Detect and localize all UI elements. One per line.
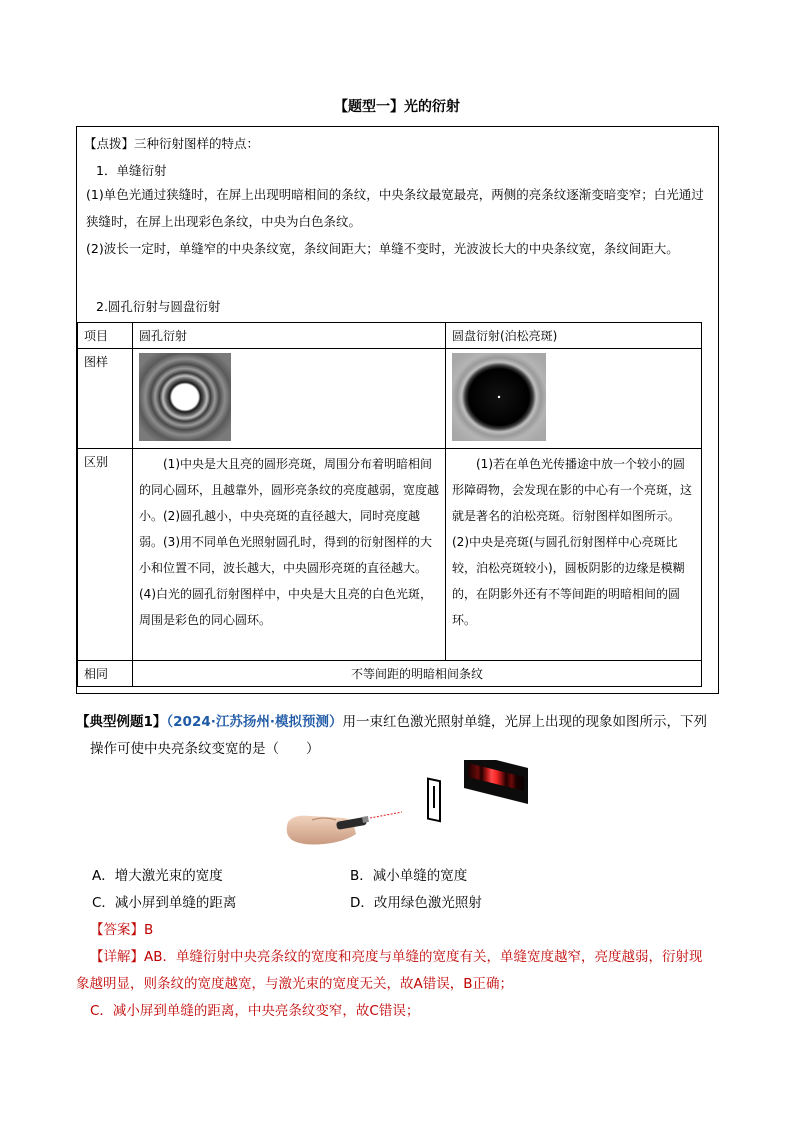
detail-line-1 [90, 945, 703, 965]
row-label-item: 项目 [78, 323, 133, 349]
disk-diffraction-description: (1)若在单色光传播途中放一个较小的圆形障碍物，会发现在影的中心有一个亮斑，这就是著名的泊松亮斑。衍射图样如图所示。(2)中央是亮斑(与圆孔衍射图样中心亮斑比较，泊松亮斑较小)，圆板阴影的边缘是模糊的，在阴影外还有不等间距的明暗相间的圆环。 [452, 457, 693, 627]
option-a: A．增大激光束的宽度 [92, 868, 223, 884]
single-slit-title: 1．单缝衍射 [96, 163, 167, 178]
answer: 【答案】B [90, 922, 154, 938]
tips-header: 【点拨】三种衍射图样的特点： [84, 136, 260, 151]
poisson-spot-image [452, 353, 546, 441]
question-stem-line-2: 操作可使中央亮条纹变宽的是（ ） [90, 741, 320, 757]
detail-line-3: C．减小屏到单缝的距离，中央亮条纹变窄，故C错误； [90, 1003, 420, 1019]
row-label-pattern: 图样 [78, 349, 133, 449]
table-row [78, 349, 702, 449]
option-d: D．改用绿色激光照射 [350, 895, 482, 911]
option-c: C．减小屏到单缝的距离 [92, 895, 237, 911]
table-row [78, 449, 702, 661]
laser-experiment-figure [284, 760, 534, 855]
detail-line-2: 象越明显，则条纹的宽度越宽，与激光束的宽度无关，故A错误，B正确； [76, 976, 513, 992]
question-label: 【典型例题1】 [76, 714, 167, 730]
table-row [78, 661, 702, 687]
common-feature: 不等间距的明暗相间条纹 [133, 661, 702, 687]
question-source: （2024·江苏扬州·模拟预测） [166, 714, 343, 730]
question-stem-line-1: 用一束红色激光照射单缝，光屏上出现的现象如图所示，下列 [342, 714, 707, 730]
question-stem [76, 710, 707, 730]
single-slit-paragraph-2: (2)波长一定时，单缝窄的中央条纹宽，条纹间距大；单缝不变时，光波波长大的中央条纹宽，条纹间距大。 [86, 241, 679, 256]
header-hole-diffraction: 圆孔衍射 [133, 323, 446, 349]
option-b: B．减小单缝的宽度 [350, 868, 468, 884]
hole-diffraction-description: (1)中央是大且亮的圆形亮斑，周围分布着明暗相间的同心圆环，且越靠外，圆形亮条纹的亮度越弱，宽度越小。(2)圆孔越小，中央亮斑的直径越大，同时亮度越弱。(3)用不同单色光照射圆孔时，得到的衍射图样的大小和位置不同，波长越大，中央圆形亮斑的直径越大。(4)白光的圆孔衍射图样中，中央是大且亮的白色光斑，周围是彩色的同心圆环。 [139, 457, 440, 627]
header-disk-diffraction: 圆盘衍射(泊松亮斑) [446, 323, 702, 349]
detail-label: 【详解】 [90, 949, 144, 965]
hole-disk-title: 2.圆孔衍射与圆盘衍射 [96, 299, 221, 314]
circular-hole-diffraction-image [139, 353, 231, 441]
row-label-same: 相同 [78, 661, 133, 687]
section-title: 【题型一】光的衍射 [334, 99, 460, 115]
table-row [78, 323, 702, 349]
single-slit-paragraph-1: (1)单色光通过狭缝时，在屏上出现明暗相间的条纹，中央条纹最宽最亮，两侧的亮条纹逐渐变暗变窄；白光通过狭缝时，在屏上出现彩色条纹，中央为白色条纹。 [86, 187, 704, 229]
row-label-difference: 区别 [78, 449, 133, 661]
detail-text-1: AB．单缝衍射中央亮条纹的宽度和亮度与单缝的宽度有关，单缝宽度越窄，亮度越弱，衍射现 [144, 949, 703, 965]
comparison-table [77, 322, 702, 687]
